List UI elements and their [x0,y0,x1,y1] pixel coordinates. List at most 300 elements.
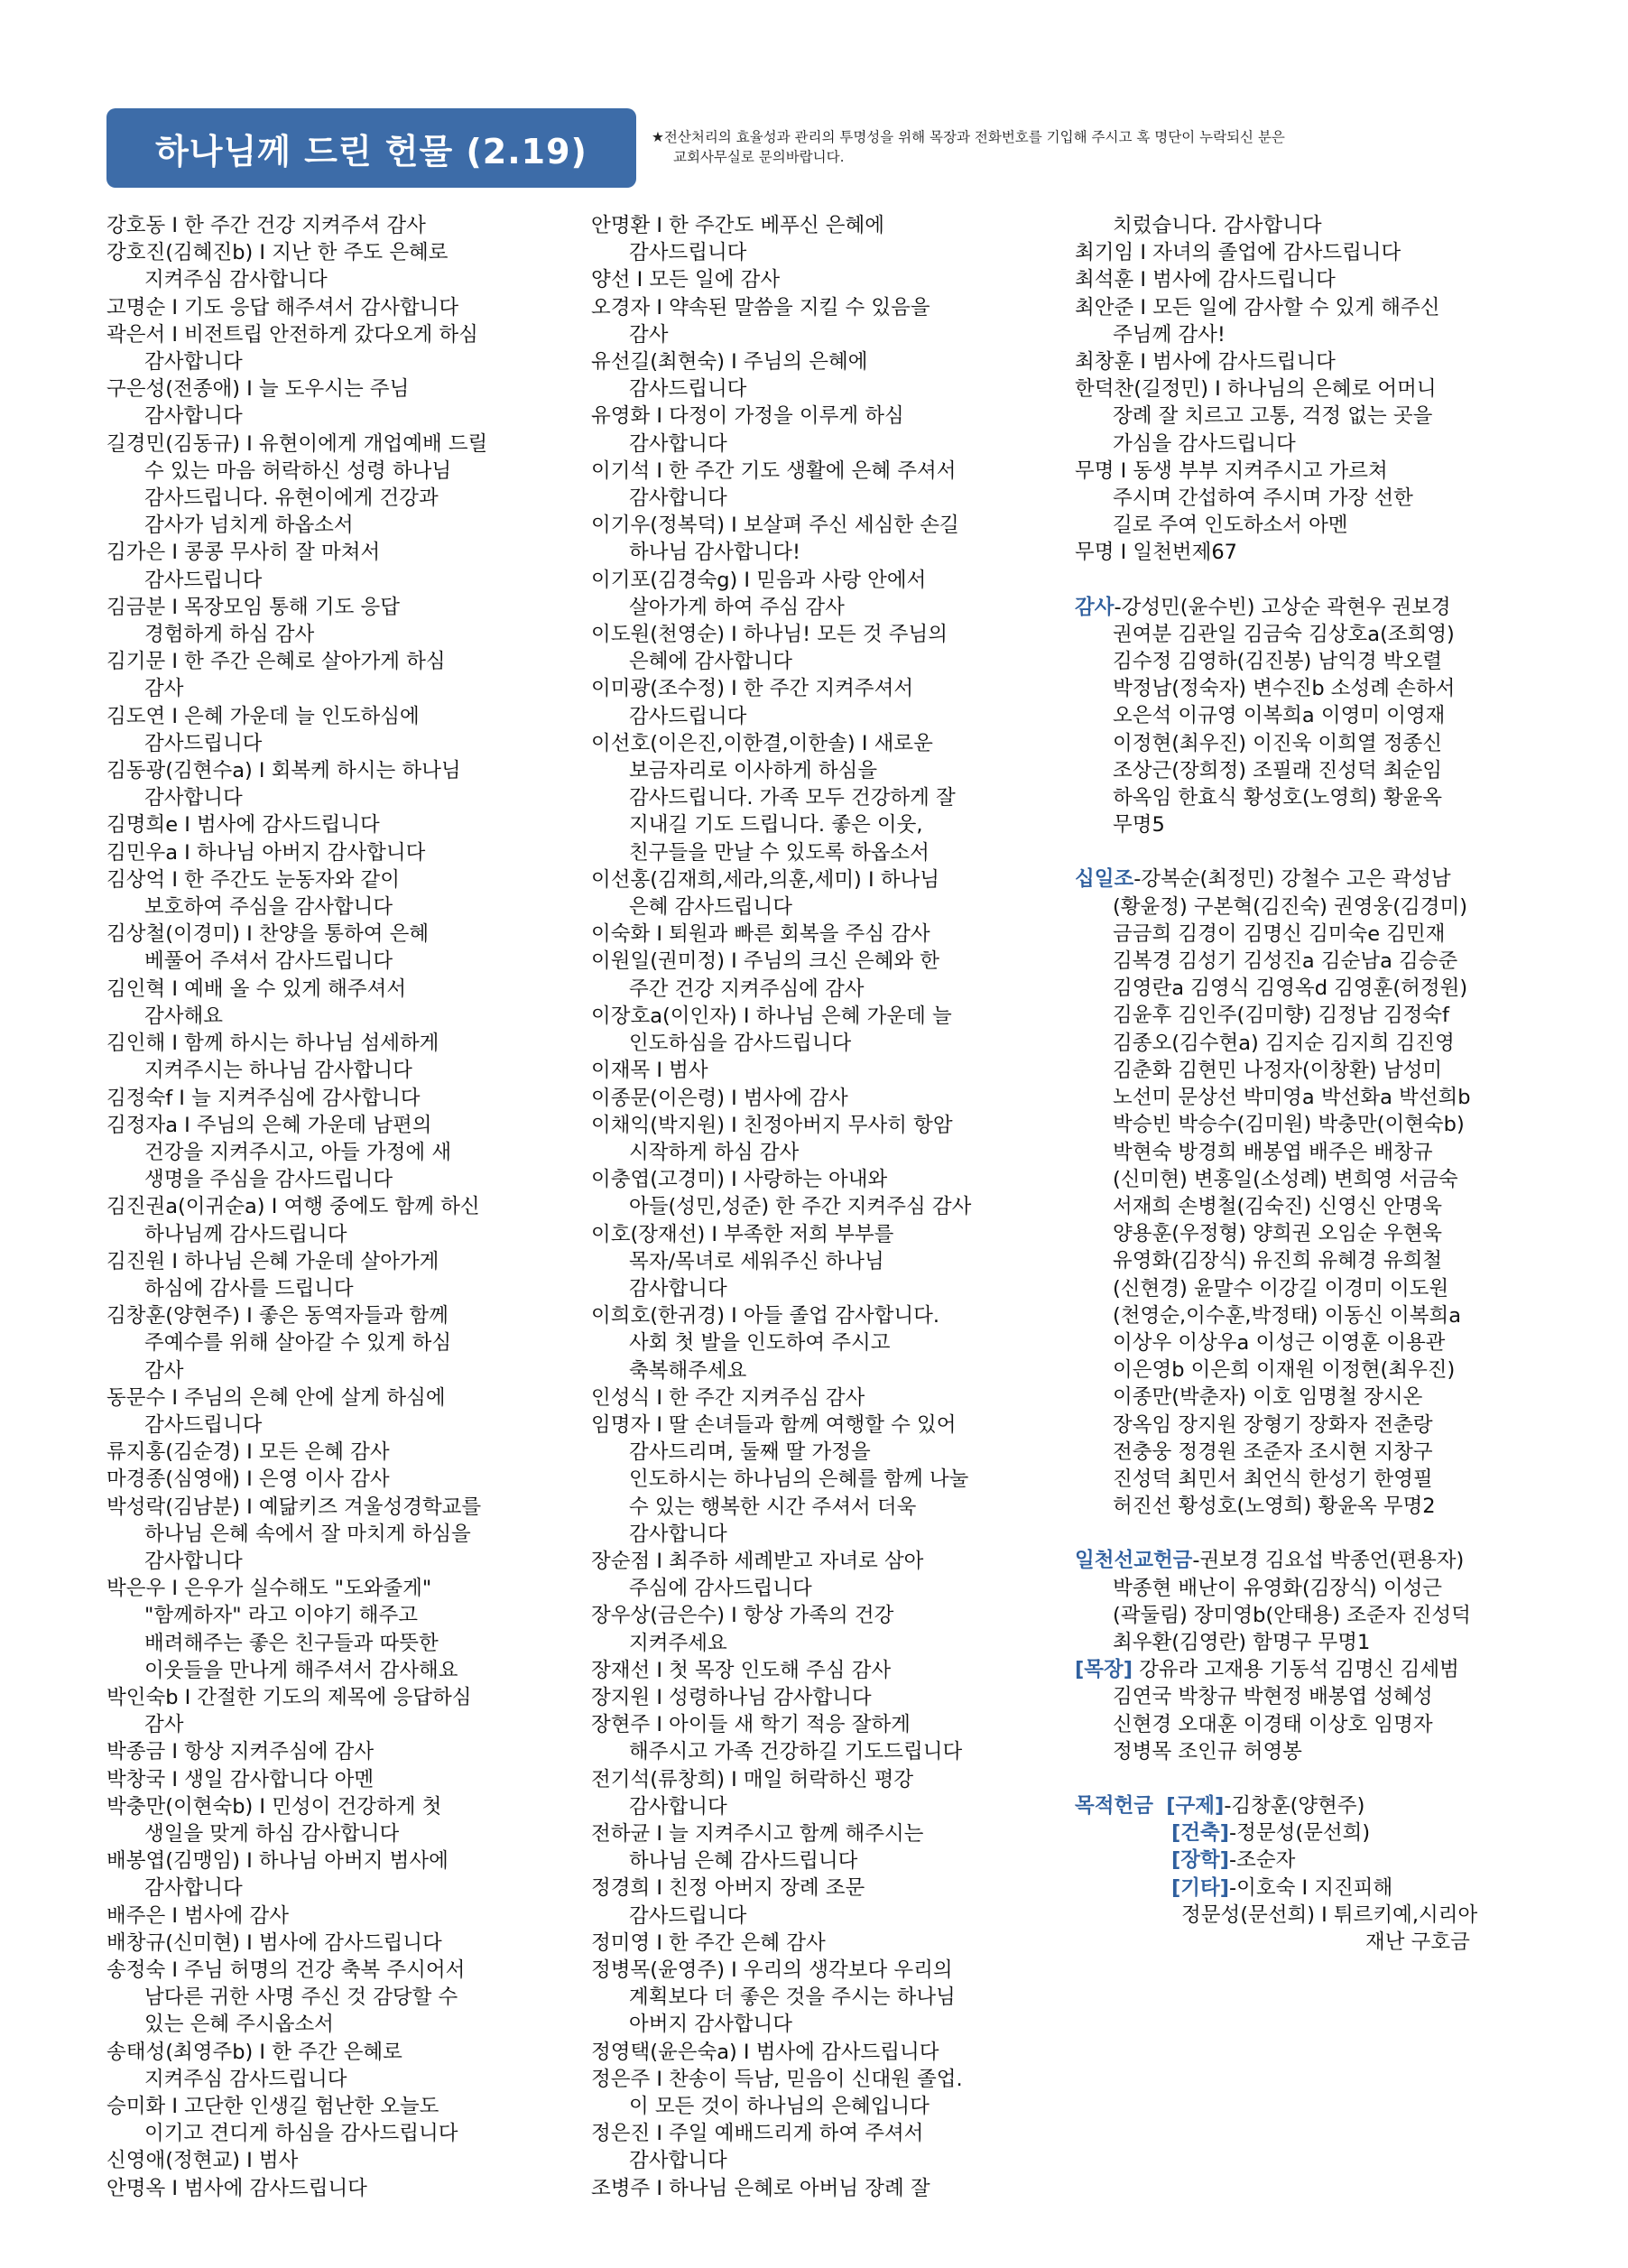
entry-first-line: 김인해 I 함께 하시는 하나님 섬세하게 [106,1032,439,1056]
entry-first-line: 김창훈(양현주) I 좋은 동역자들과 함께 [106,1304,449,1328]
entry-first-line: 동문수 I 주님의 은혜 안에 살게 하심에 [106,1385,446,1410]
tithe-line: (황윤정) 구본혁(김진숙) 권영웅(김경미) [1113,894,1467,919]
entry-continuation: 이 모든 것이 하나님의 은혜입니다 [629,2095,930,2119]
mokjang-line: 정병목 조인규 허영봉 [1113,1739,1302,1763]
entry-continuation: 감사 [144,1358,184,1383]
offering-entry [591,1820,1042,1875]
entry-continuation: 감사드리며, 둘째 딸 가정을 [629,1440,871,1465]
entry-continuation: 하심에 감사를 드립니다 [144,1276,354,1301]
entry-continuation: 지켜주시는 하나님 감사합니다 [144,1059,412,1083]
tithe-line: 유영화(김장식) 유진희 유혜경 유희철 [1113,1249,1443,1273]
entry-continuation: 감사드립니다. 가족 모두 건강하게 잘 [629,786,956,810]
entry-continuation: 주님께 감사! [1113,322,1226,347]
offering-entry [106,1030,583,1084]
entry-first-line: 김도연 I 은혜 가운데 늘 인도하심에 [106,704,420,728]
entry-first-line: 박종금 I 항상 지켜주심에 감사 [106,1740,375,1764]
entry-first-line: 조병주 I 하나님 은혜로 아버님 장례 잘 [591,2176,930,2200]
entry-continuation: 감사 [144,1713,184,1737]
offering-entry [106,594,583,648]
offering-entry [591,1766,1042,1820]
offering-entry [106,2147,583,2174]
thanks-line: 김수정 김영하(김진봉) 남익경 박오렬 [1113,650,1443,674]
missions-list [1075,1547,1544,1656]
purpose-tag-0: [구제] [1166,1793,1225,1818]
purpose-extra-2: 재난 구호금 [1365,1930,1470,1954]
thanks-line: 권여분 김관일 김금숙 김상호a(조희영) [1113,622,1455,646]
offering-entry [106,2175,583,2202]
offering-entry [106,1766,583,1793]
offering-entry [106,839,583,866]
entry-first-line: 안명환 I 한 주간도 베푸신 은혜에 [591,214,884,237]
entry-continuation: 해주시고 가족 건강하길 기도드립니다 [629,1740,963,1764]
offering-entry [106,294,583,321]
entry-first-line: 박충만(이현숙b) I 민성이 건강하게 첫 [106,1794,442,1819]
entry-continuation: 이기고 견디게 하심을 감사드립니다 [144,2122,458,2146]
offering-entry [106,1684,583,1738]
offering-entry [591,1166,1042,1220]
offering-entry [106,921,583,975]
entry-continuation: 길로 주여 인도하소서 아멘 [1113,514,1348,538]
entry-first-line: 인성식 I 한 주간 지켜주심 감사 [591,1385,865,1410]
entry-continuation: 감사합니다 [629,431,727,456]
offering-entry [591,1548,1042,1602]
entry-continuation: 은혜 감사드립니다 [629,895,793,920]
thanks-line: 조상근(장희정) 조필래 진성덕 최순임 [1113,758,1443,782]
offering-entry [591,294,1042,348]
offering-entry [106,976,583,1030]
offering-entry [106,375,583,430]
entry-continuation: 보호하여 주심을 감사합니다 [144,895,393,920]
entry-continuation: 감사합니다 [629,486,727,511]
offering-entry [106,1439,583,1466]
entry-continuation: 감사드립니다 [629,241,747,265]
entry-first-line: 길경민(김동규) I 유현이에게 개업예배 드릴 [106,431,488,456]
tithe-line: 김영란a 김영식 김영옥d 김영훈(허정원) [1113,977,1468,1001]
entry-first-line: 송태성(최영주b) I 한 주간 은혜로 [106,2040,402,2064]
entry-continuation: 생명을 주심을 감사드립니다 [144,1168,393,1192]
offering-entry [106,539,583,593]
tithe-line: 박승빈 박승수(김미원) 박충만(이현숙b) [1113,1113,1465,1137]
entry-first-line: 김진권a(이귀순a) I 여행 중에도 함께 하신 [106,1195,480,1219]
offering-entry [591,2066,1042,2120]
purpose-extra-1: 정문성(문선희) I 튀르키예,시리아 [1181,1902,1478,1927]
entry-continuation: 감사드립니다 [144,1412,263,1437]
entry-first-line: 송정숙 I 주님 허명의 건강 축복 주시어서 [106,1958,466,1982]
purpose-text-0: -김창훈(양현주) [1224,1793,1365,1818]
offering-entry [1075,375,1544,458]
offering-entry [106,1930,583,1957]
missions-line: 박종현 배난이 유영화(김장식) 이성근 [1113,1576,1443,1600]
entry-first-line: 곽은서 I 비전트립 안전하게 갔다오게 하심 [106,322,478,347]
entry-first-line: 전기석(류창희) I 매일 허락하신 평강 [591,1767,914,1791]
entry-continuation: 감사드립니다 [629,377,747,402]
column-3-entries [1075,212,1544,567]
entry-first-line: 김동광(김현수a) I 회복케 하시는 하나님 [106,759,461,783]
entry-continuation: 감사합니다 [144,1876,243,1901]
entry-first-line: 박창국 I 생일 감사합니다 아멘 [106,1767,375,1791]
entry-continuation: 감사 [144,677,184,701]
thanks-line: 박정남(정숙자) 변수진b 소성례 손하서 [1113,677,1456,701]
mokjang-first-line: 강유라 고재용 기동석 김명신 김세범 [1133,1658,1459,1682]
entry-continuation: 치렀습니다. 감사합니다 [1113,214,1322,237]
missions-label: 일천선교헌금 [1075,1549,1193,1573]
thanks-list [1075,594,1544,839]
tithe-line: 서재희 손병철(김숙진) 신영신 안명욱 [1113,1194,1443,1218]
entry-first-line: 이숙화 I 퇴원과 빠른 회복을 주심 감사 [591,922,930,947]
entry-first-line: 최석훈 I 범사에 감사드립니다 [1075,268,1336,292]
purpose-tag-3: [기타] [1171,1875,1230,1900]
entry-first-line: 임명자 I 딸 손녀들과 함께 여행할 수 있어 [591,1412,957,1437]
entry-continuation: 남다른 귀한 사명 주신 것 감당할 수 [144,1986,458,2010]
missions-lines [1075,1575,1544,1657]
entry-first-line: 이충엽(고경미) I 사랑하는 아내와 [591,1168,888,1192]
entry-first-line: 고명순 I 기도 응답 해주셔서 감사합니다 [106,295,459,319]
offering-entry [106,1793,583,1847]
entry-continuation: 감사해요 [144,1004,223,1028]
offering-entry [106,1466,583,1493]
offering-entry [106,212,583,239]
column-2 [591,212,1042,2202]
entry-first-line: 류지홍(김순경) I 모든 은혜 감사 [106,1440,390,1465]
entry-first-line: 이종문(이은령) I 범사에 감사 [591,1086,848,1110]
entry-continuation: 주예수를 위해 살아갈 수 있게 하심 [144,1331,452,1356]
purpose-text-3: -이호숙 I 지진피해 [1229,1875,1393,1900]
tithe-line: 노선미 문상선 박미영a 박선화a 박선희b [1113,1086,1471,1110]
tithe-line: 전충웅 정경원 조준자 조시현 지창구 [1113,1439,1433,1464]
entry-continuation: 하나님 은혜 감사드립니다 [629,1849,858,1874]
entry-continuation: 감사합니다 [144,1549,243,1573]
offering-entry [591,621,1042,675]
offering-entry [106,703,583,757]
entry-first-line: 정경희 I 친정 아버지 장례 조문 [591,1876,865,1901]
offering-entry [591,212,1042,266]
offering-entry [591,1302,1042,1384]
missions-first-line: -권보경 김요섭 박종언(편용자) [1192,1549,1465,1573]
entry-continuation: 아버지 감사합니다 [629,2013,793,2037]
entry-first-line: 이선호(이은진,이한결,이한솔) I 새로운 [591,731,933,755]
entry-continuation: 하나님 감사합니다! [629,541,801,565]
entry-first-line: 이도원(천영순) I 하나님! 모든 것 주님의 [591,623,948,647]
entry-first-line: 승미화 I 고단한 인생길 험난한 오늘도 [106,2095,439,2119]
offering-entry [106,1302,583,1384]
entry-first-line: 김기문 I 한 주간 은혜로 살아가게 하심 [106,650,446,674]
offering-entry [591,567,1042,621]
entry-continuation: 수 있는 마음 허락하신 성령 하나님 [144,458,452,483]
entry-first-line: 무명 I 일천번제67 [1075,541,1237,565]
entry-continuation: 인도하심을 감사드립니다 [629,1032,852,1056]
entry-continuation: 보금자리로 이사하게 하심을 [629,759,878,783]
purpose-row-3 [1075,1875,1544,1902]
entry-continuation: 감사드립니다. 유현이에게 건강과 [144,486,439,511]
entry-continuation: 살아가게 하여 주심 감사 [629,595,845,619]
entry-first-line: 이선홍(김재희,세라,의훈,세미) I 하나님 [591,867,939,892]
offering-entry [106,811,583,838]
offering-entry [1075,458,1544,540]
offering-entry [106,1738,583,1765]
offering-entry [591,1657,1042,1684]
mokjang-lines [1075,1683,1544,1765]
entry-first-line: 정은진 I 주일 예배드리게 하여 주셔서 [591,2122,924,2146]
tithe-line: (천영순,이수훈,박정태) 이동신 이복희a [1113,1303,1461,1328]
offering-entry [106,866,583,921]
offering-entry [106,2039,583,2093]
entry-first-line: 김가은 I 콩콩 무사히 잘 마쳐서 [106,541,381,565]
tithe-line: 양용훈(우정형) 양희권 오임순 우현욱 [1113,1222,1443,1246]
entry-continuation: 감사드립니다 [144,568,263,592]
entry-first-line: 정미영 I 한 주간 은혜 감사 [591,1930,826,1955]
entry-continuation: 시작하게 하심 감사 [629,1140,800,1164]
offering-entry [1075,294,1544,348]
entry-first-line: 한덕찬(길정민) I 하나님의 은혜로 어머니 [1075,377,1437,402]
offering-entry [106,1957,583,2039]
tithe-line: 김종오(김수현a) 김지순 김지희 김진영 [1113,1031,1455,1055]
entry-continuation: 주시며 간섭하여 주시며 가장 선한 [1113,486,1413,511]
thanks-line: 오은석 이규영 이복희a 이영미 이영재 [1113,704,1446,728]
entry-continuation: 하나님 은혜 속에서 잘 마치게 하심을 [144,1522,471,1546]
entry-first-line: 김정자a I 주님의 은혜 가운데 남편의 [106,1113,432,1137]
tithe-line: 허진선 황성호(노영희) 황윤옥 무명2 [1113,1495,1436,1519]
thanks-line: 이정현(최우진) 이진욱 이희열 정종신 [1113,731,1443,755]
entry-continuation: 베풀어 주셔서 감사드립니다 [144,949,393,974]
notice-line-2: 교회사무실로 문의바랍니다. [673,149,845,165]
mokjang-list [1075,1656,1544,1765]
offering-entry [106,1384,583,1439]
entry-first-line: 이채익(박지원) I 친정아버지 무사히 항암 [591,1113,953,1137]
entry-continuation: 가심을 감사드립니다 [1113,431,1296,456]
entry-first-line: 장현주 I 아이들 새 학기 적응 잘하게 [591,1713,911,1737]
notice-text [652,127,1464,167]
entry-continuation: 지켜주심 감사합니다 [144,268,328,292]
tithe-label: 십일조 [1075,867,1134,892]
offering-entry [591,1684,1042,1711]
entry-first-line: 장재선 I 첫 목장 인도해 주심 감사 [591,1658,892,1682]
offering-entry [106,757,583,811]
entry-first-line: 정병목(윤영주) I 우리의 생각보다 우리의 [591,1958,953,1982]
offering-entry [106,1902,583,1930]
entry-continuation: 친구들을 만날 수 있도록 하옵소서 [629,840,930,865]
entry-first-line: 김금분 I 목장모임 통해 기도 응답 [106,595,400,619]
offering-entry [591,2039,1042,2066]
offering-entry [591,266,1042,293]
purpose-text-1: -정문성(문선희) [1229,1821,1371,1846]
entry-first-line: 마경종(심영애) I 은영 이사 감사 [106,1467,390,1492]
thanks-lines [1075,621,1544,839]
thanks-line: 무명5 [1113,813,1165,838]
mokjang-line: 신현경 오대훈 이경태 이상호 임명자 [1113,1712,1433,1736]
entry-continuation: 감사합니다 [629,1522,727,1546]
entry-continuation: 계획보다 더 좋은 것을 주시는 하나님 [629,1986,956,2010]
entry-continuation: 배려해주는 좋은 친구들과 따뜻한 [144,1631,439,1655]
offering-entry [591,921,1042,948]
entry-continuation: 감사합니다 [144,786,243,810]
entry-first-line: 박인숙b I 간절한 기도의 제목에 응답하심 [106,1685,472,1709]
mokjang-line: 김연국 박창규 박현정 배봉엽 성혜성 [1113,1685,1433,1709]
offering-entry [591,1930,1042,1957]
offering-entry [591,1221,1042,1303]
offering-entry [106,321,583,375]
entry-first-line: 이기우(정복덕) I 보살펴 주신 세심한 손길 [591,514,959,538]
offering-entry [106,1575,583,1684]
offering-entry [591,1384,1042,1412]
tithe-line: (신현경) 윤말수 이강길 이경미 이도원 [1113,1276,1449,1301]
missions-line: (곽둘림) 장미영b(안태용) 조준자 진성덕 [1113,1603,1471,1627]
entry-first-line: 신영애(정현교) I 범사 [106,2149,299,2173]
entry-continuation: 지내길 기도 드립니다. 좋은 이웃, [629,813,923,838]
purpose-text-2: -조순자 [1229,1848,1296,1873]
entry-first-line: 장지원 I 성령하나님 감사합니다 [591,1685,872,1709]
offering-entry [106,239,583,293]
entry-continuation: 사회 첫 발을 인도하여 주시고 [629,1331,891,1356]
entry-first-line: 최안준 I 모든 일에 감사할 수 있게 해주신 [1075,295,1440,319]
tithe-line: 김춘화 김현민 나정자(이창환) 남성미 [1113,1058,1443,1082]
entry-continuation: 은혜에 감사합니다 [629,650,793,674]
entry-first-line: 강호동 I 한 주간 건강 지켜주셔 감사 [106,214,426,237]
offering-entry [106,1085,583,1112]
entry-continuation: 있는 은혜 주시옵소서 [144,2013,334,2037]
entry-continuation: 감사합니다 [629,2149,727,2173]
entry-first-line: 김정숙f I 늘 지켜주심에 감사합니다 [106,1086,421,1110]
entry-continuation: 건강을 지켜주시고, 아들 가정에 새 [144,1140,452,1164]
offering-entry [591,730,1042,866]
entry-first-line: 장우상(금은수) I 항상 가족의 건강 [591,1604,894,1628]
offering-entry [591,1711,1042,1765]
entry-first-line: 최기임 I 자녀의 졸업에 감사드립니다 [1075,241,1401,265]
entry-first-line: 김인혁 I 예배 올 수 있게 해주셔서 [106,977,407,1001]
entry-first-line: 장순점 I 최주하 세례받고 자녀로 삼아 [591,1549,924,1573]
purpose-tag-2: [장학] [1171,1848,1230,1873]
entry-first-line: 배봉엽(김맹임) I 하나님 아버지 범사에 [106,1849,449,1874]
entry-continuation: 아들(성민,성준) 한 주간 지켜주심 감사 [629,1195,972,1219]
tithe-line: 이상우 이상우a 이성근 이영훈 이용관 [1113,1330,1446,1355]
tithe-line: 김복경 김성기 김성진a 김순남a 김승준 [1113,949,1458,974]
entry-continuation: 감사드립니다 [144,731,263,755]
entry-first-line: 박은우 I 은우가 실수해도 "도와줄게" [106,1577,432,1601]
entry-first-line: 무명 I 동생 부부 지켜주시고 가르쳐 [1075,458,1388,483]
purpose-label: 목적헌금 [1075,1793,1153,1818]
entry-continuation: 목자/목녀로 세워주신 하나님 [629,1249,884,1273]
entry-continuation: 주간 건강 지켜주심에 감사 [629,977,865,1001]
entry-continuation: 감사합니다 [144,404,243,429]
offering-entry [1075,266,1544,293]
entry-first-line: 배주은 I 범사에 감사 [106,1903,289,1928]
offering-entry [591,1003,1042,1057]
thanks-line: 하옥임 한효식 황성호(노영희) 황윤옥 [1113,786,1443,810]
entry-continuation: 감사드립니다 [629,704,747,728]
entry-first-line: 배창규(신미현) I 범사에 감사드립니다 [106,1930,442,1955]
offering-entry [1075,539,1544,566]
entry-first-line: 김진원 I 하나님 은혜 가운데 살아가게 [106,1249,439,1273]
entry-continuation: 감사합니다 [629,1276,727,1301]
entry-first-line: 양선 I 모든 일에 감사 [591,268,781,292]
offering-entry [591,458,1042,512]
tithe-first-line: -강복순(최정민) 강철수 고은 곽성남 [1133,867,1451,892]
entry-first-line: 정은주 I 찬송이 득남, 믿음이 신대원 졸업. [591,2067,963,2091]
entry-first-line: 김명희e I 범사에 감사드립니다 [106,813,380,838]
offering-entry [591,1602,1042,1656]
purpose-row-2 [1075,1847,1544,1874]
tithe-line: 장옥임 장지원 장형기 장화자 전춘랑 [1113,1412,1433,1437]
entry-continuation: 감사 [629,322,669,347]
tithe-list [1075,866,1544,1520]
offering-entry [591,348,1042,403]
entry-continuation: 감사합니다 [144,350,243,375]
entry-first-line: 안명옥 I 범사에 감사드립니다 [106,2176,367,2200]
entry-continuation: "함께하자" 라고 이야기 해주고 [144,1604,418,1628]
entry-continuation: 지켜주세요 [629,1631,727,1655]
purpose-offering [1075,1792,1544,1956]
entry-continuation: 감사드립니다 [629,1903,747,1928]
tithe-line: 진성덕 최민서 최언식 한성기 한영필 [1113,1467,1433,1491]
thanks-label: 감사 [1075,595,1115,619]
entry-first-line: 이희호(한귀경) I 아들 졸업 감사합니다. [591,1304,939,1328]
purpose-row-1 [1075,1819,1544,1847]
entry-continuation: 이웃들을 만나게 해주셔서 감사해요 [144,1658,458,1682]
entry-first-line: 이호(장재선) I 부족한 저희 부부를 [591,1222,894,1246]
offering-entry [591,2175,1042,2202]
offering-entry [591,866,1042,921]
entry-first-line: 이기포(김경숙g) I 믿음과 사랑 안에서 [591,568,927,592]
column-3 [1075,212,1544,1956]
offering-entry [591,1112,1042,1166]
entry-continuation: 지켜주심 감사드립니다 [144,2067,347,2091]
entry-first-line: 박성락(김남분) I 예닮키즈 겨울성경학교를 [106,1495,482,1519]
offering-entry [591,1875,1042,1929]
entry-continuation: 경험하게 하심 감사 [144,623,315,647]
page-title: 하나님께 드린 헌물 (2.19) [106,108,636,188]
notice-line-1: ★전산처리의 효율성과 관리의 투명성을 위해 목장과 전화번호를 기입해 주시고 혹 명단이 누락되신 분은 [652,129,1285,145]
entry-continuation: 축복해주세요 [629,1358,747,1383]
offering-entry [106,1847,583,1902]
entry-first-line: 구은성(전종애) I 늘 도우시는 주님 [106,377,410,402]
entry-first-line: 최창훈 I 범사에 감사드립니다 [1075,350,1336,375]
tithe-line: (신미현) 변홍일(소성례) 변희영 서금숙 [1113,1167,1458,1191]
entry-continuation: 주심에 감사드립니다 [629,1577,812,1601]
entry-first-line: 유영화 I 다정이 가정을 이루게 하심 [591,404,904,429]
entry-continuation: 감사합니다 [629,1794,727,1819]
entry-first-line: 김상철(이경미) I 찬양을 통하여 은혜 [106,922,430,947]
tithe-line: 이은영b 이은희 이재원 이정현(최우진) [1113,1358,1456,1383]
tithe-lines [1075,893,1544,1521]
entry-first-line: 이장호a(이인자) I 하나님 은혜 가운데 늘 [591,1004,952,1028]
entry-first-line: 오경자 I 약속된 말씀을 지킬 수 있음을 [591,295,930,319]
offering-entry [591,512,1042,566]
entry-first-line: 김민우a I 하나님 아버지 감사합니다 [106,840,426,865]
offering-entry [591,948,1042,1002]
thanks-first-line: -강성민(윤수빈) 고상순 곽현우 권보경 [1114,595,1451,619]
entry-first-line: 이기석 I 한 주간 기도 생활에 은혜 주셔서 [591,458,957,483]
entry-continuation: 하나님께 감사드립니다 [144,1222,347,1246]
offering-entry [1075,212,1544,239]
offering-entry [591,1085,1042,1112]
entry-continuation: 인도하시는 하나님의 은혜를 함께 나눌 [629,1467,969,1492]
entry-first-line: 이재목 I 범사 [591,1059,708,1083]
tithe-line: 이종만(박춘자) 이호 임명철 장시온 [1113,1385,1423,1410]
offering-entry [591,675,1042,729]
entry-first-line: 정영택(윤은숙a) I 범사에 감사드립니다 [591,2040,939,2064]
offering-entry [1075,348,1544,375]
entry-continuation: 감사가 넘치게 하옵소서 [144,514,354,538]
entry-continuation: 장례 잘 치르고 고통, 걱정 없는 곳을 [1113,404,1433,429]
tithe-line: 박현숙 방경희 배봉엽 배주은 배창규 [1113,1140,1433,1164]
entry-first-line: 이미광(조수정) I 한 주간 지켜주셔서 [591,677,914,701]
missions-line: 최우환(김영란) 함명구 무명1 [1113,1630,1371,1654]
offering-entry [591,403,1042,457]
offering-entry [1075,239,1544,266]
entry-first-line: 전하균 I 늘 지켜주시고 함께 해주시는 [591,1821,924,1846]
offering-entry [106,1494,583,1576]
offering-entry [591,1057,1042,1084]
entry-first-line: 김상억 I 한 주간도 눈동자와 같이 [106,867,400,892]
